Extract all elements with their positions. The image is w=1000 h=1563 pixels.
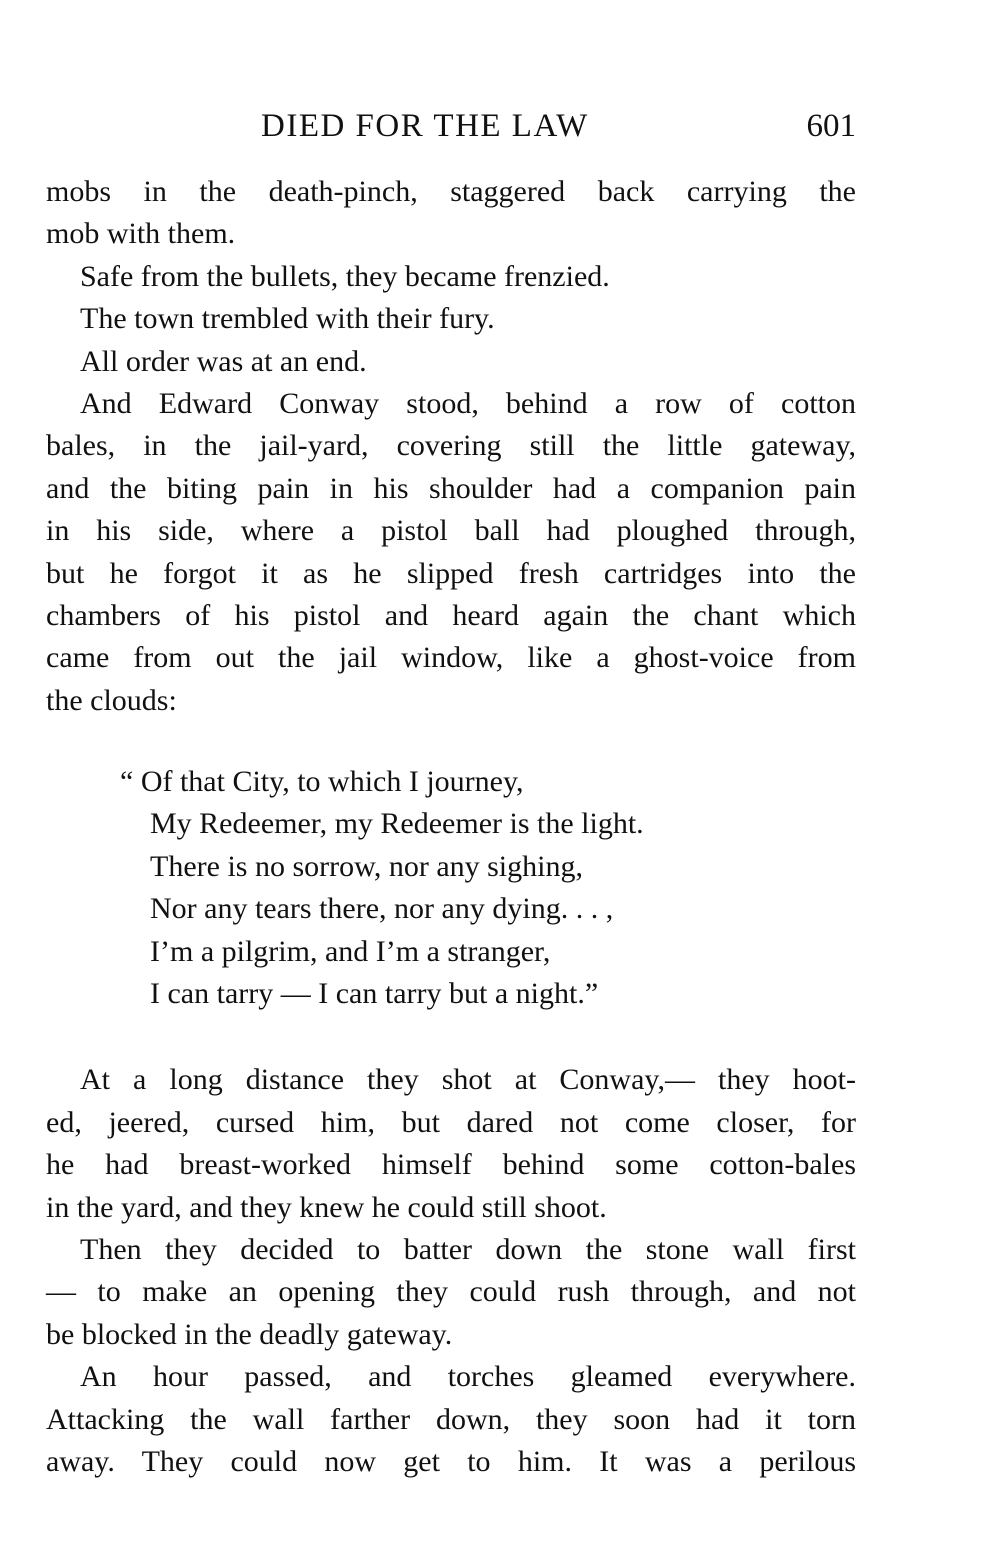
text-line: and the biting pain in his shoulder had a companion pain — [46, 471, 856, 505]
text-line: he had breast-worked himself behind some cotton-bales — [46, 1148, 856, 1182]
text-line: bales, in the jail-yard, covering still the little gateway, — [46, 429, 856, 463]
paragraph — [46, 298, 856, 340]
text-line: be blocked in the deadly gateway. — [46, 1317, 453, 1351]
verse-line: I’m a pilgrim, and I’m a stranger, — [150, 934, 551, 968]
text-line: All order was at an end. — [80, 344, 367, 378]
text-line: came from out the jail window, like a ghost-voice from — [46, 641, 856, 675]
paragraph — [46, 383, 856, 722]
text-line: — to make an opening they could rush through, and not — [46, 1275, 856, 1309]
paragraph — [46, 1229, 856, 1356]
paragraph — [46, 1356, 856, 1483]
page-number: 601 — [806, 108, 856, 144]
text-line: mob with them. — [46, 217, 236, 251]
page-header — [46, 108, 856, 152]
verse-line: My Redeemer, my Redeemer is the light. — [150, 807, 644, 841]
spacer — [46, 1015, 856, 1059]
body-text — [46, 171, 856, 1483]
paragraph — [46, 341, 856, 383]
text-line: Safe from the bullets, they became frenzied. — [80, 259, 610, 293]
text-line: ed, jeered, cursed him, but dared not come closer, for — [46, 1105, 856, 1139]
running-title: DIED FOR THE LAW — [261, 108, 589, 144]
text-line: in his side, where a pistol ball had ploughed through, — [46, 514, 856, 548]
text-line: away. They could now get to him. It was a perilous — [46, 1444, 856, 1478]
text-line: but he forgot it as he slipped fresh cartridges into the — [46, 556, 856, 590]
text-line: At a long distance they shot at Conway,— they hoot- — [80, 1063, 856, 1097]
verse-line: “ Of that City, to which I journey, — [120, 765, 524, 799]
text-line: mobs in the death-pinch, staggered back carrying the — [46, 175, 856, 208]
text-line: Then they decided to batter down the stone wall first — [80, 1232, 856, 1266]
paragraph — [46, 171, 856, 256]
verse-line: I can tarry — I can tarry but a night.” — [150, 977, 599, 1011]
text-line: in the yard, and they knew he could still shoot. — [46, 1190, 607, 1224]
text-line: the clouds: — [46, 683, 177, 717]
paragraph — [46, 1059, 856, 1229]
paragraph — [46, 256, 856, 298]
verse-line: Nor any tears there, nor any dying. . . , — [150, 892, 614, 926]
text-line: And Edward Conway stood, behind a row of cotton — [80, 386, 856, 420]
text-line: An hour passed, and torches gleamed everywhere. — [80, 1360, 856, 1394]
text-line: The town trembled with their fury. — [80, 302, 495, 336]
text-line: Attacking the wall farther down, they soon had it torn — [46, 1402, 856, 1436]
verse-line: There is no sorrow, nor any sighing, — [150, 849, 583, 883]
spacer — [46, 722, 856, 761]
hymn-verse — [46, 761, 856, 1015]
text-line: chambers of his pistol and heard again the chant which — [46, 598, 856, 632]
